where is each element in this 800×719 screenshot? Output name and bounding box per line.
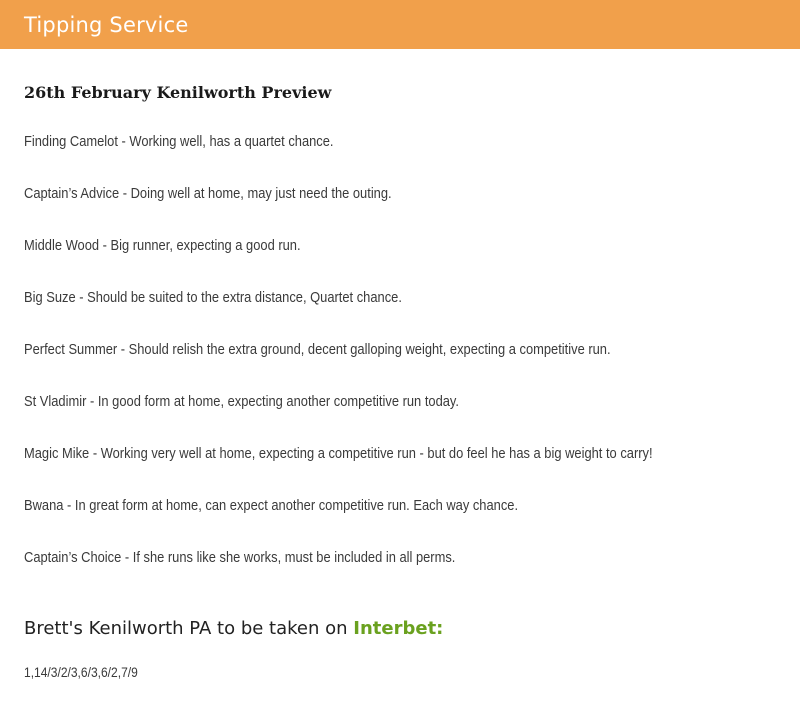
tip-item: Perfect Summer - Should relish the extra ground, decent galloping weight, expecting a competitive run. — [24, 341, 611, 358]
tip-item: Finding Camelot - Working well, has a quartet chance. — [24, 133, 334, 150]
page-header — [0, 0, 800, 49]
tip-item: Bwana - In great form at home, can expect another competitive run. Each way chance. — [24, 497, 519, 514]
tip-item: Captain’s Choice - If she runs like she works, must be included in all perms. — [24, 549, 456, 566]
tip-item: Magic Mike - Working very well at home, expecting a competitive run - but do feel he has a big weight to carry! — [24, 445, 653, 462]
main-content — [24, 80, 784, 680]
tip-item: Captain’s Advice - Doing well at home, may just need the outing. — [24, 185, 392, 202]
pa-heading-text: Brett's Kenilworth PA to be taken on — [24, 618, 354, 639]
interbet-link[interactable]: Interbet: — [353, 618, 444, 639]
pa-heading — [24, 618, 443, 639]
pa-sequence: 1,14/3/2/3,6/3,6/2,7/9 — [24, 664, 138, 680]
tip-item: Big Suze - Should be suited to the extra distance, Quartet chance. — [24, 289, 402, 306]
tip-item: St Vladimir - In good form at home, expecting another competitive run today. — [24, 393, 459, 410]
tip-item: Middle Wood - Big runner, expecting a good run. — [24, 237, 301, 254]
tips-list — [24, 130, 755, 598]
preview-title: 26th February Kenilworth Preview — [24, 83, 332, 102]
header-title: Tipping Service — [24, 12, 189, 37]
